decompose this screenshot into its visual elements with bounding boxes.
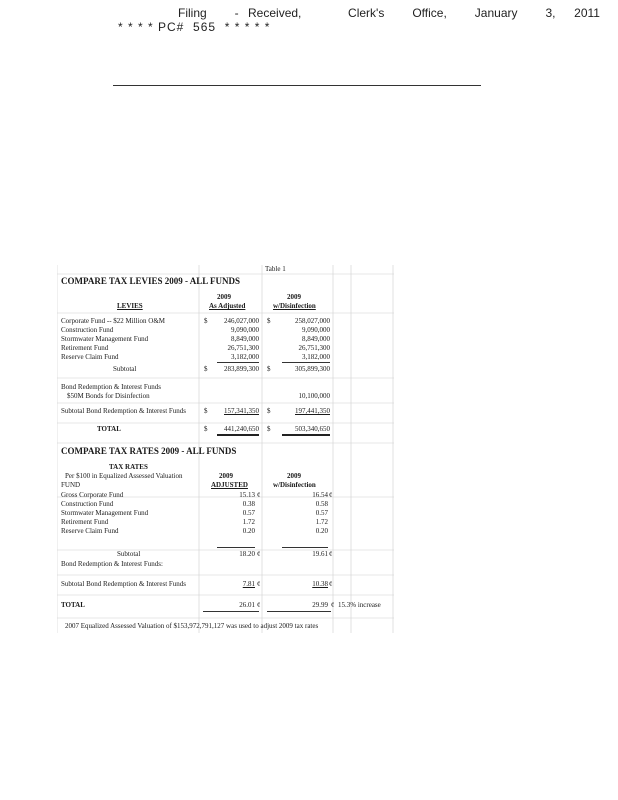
levy-total-currency-b: $ [267, 425, 271, 433]
rate-bond-subtotal-unit-b: ¢ [329, 580, 333, 588]
levy-bond-subtotal-currency-a: $ [204, 407, 208, 415]
rate-total-value-b: 29.99 [312, 601, 328, 609]
levy-bond-subtotal-currency-b: $ [267, 407, 271, 415]
bond-disinfection-label: $50M Bonds for Disinfection [67, 392, 150, 400]
rates-col-a-header: ADJUSTED [211, 481, 248, 489]
rate-row-label: Stormwater Management Fund [61, 509, 149, 517]
levies-title: COMPARE TAX LEVIES 2009 - ALL FUNDS [61, 276, 241, 286]
rate-row-value-a: 15.13 [239, 491, 255, 499]
levy-bond-subtotal-value-b: 197,441,350 [295, 407, 330, 415]
rate-bond-subtotal-value-b: 10.38 [312, 580, 328, 588]
subtotal-rule [217, 362, 259, 363]
rate-row-label: Construction Fund [61, 500, 114, 508]
rates-fund-label: FUND [61, 481, 81, 489]
levy-row-value-b: 9,090,000 [302, 326, 330, 334]
levy-total-value-b: 503,340,650 [282, 426, 330, 436]
levies-col-b-year: 2009 [287, 293, 301, 301]
rate-bond-heading: Bond Redemption & Interest Funds: [61, 560, 163, 568]
rate-row-value-a: 1.72 [242, 518, 255, 526]
levy-row-currency-b: $ [267, 317, 271, 325]
subtotal-rule [217, 547, 255, 548]
levy-subtotal-currency-b: $ [267, 365, 271, 373]
rates-title: COMPARE TAX RATES 2009 - ALL FUNDS [61, 446, 237, 456]
filing-header: Filing - Received, Clerk's Office, January 3, 2011 [178, 6, 600, 20]
rate-increase-note: 15.3% increase [338, 601, 381, 609]
header-rule [113, 85, 481, 86]
bond-redemption-heading: Bond Redemption & Interest Funds [61, 383, 161, 391]
subtotal-rule [282, 362, 330, 363]
rate-row-value-b: 0.57 [315, 509, 328, 517]
levy-row-value-a: 3,182,000 [231, 353, 259, 361]
rates-col-b-header: w/Disinfection [273, 481, 316, 489]
rate-subtotal-unit-b: ¢ [329, 550, 333, 558]
rate-row-value-b: 0.20 [315, 527, 328, 535]
levies-col-a-year: 2009 [217, 293, 231, 301]
rate-row-label: Reserve Claim Fund [61, 527, 119, 535]
levy-row-value-a: 246,027,000 [224, 317, 259, 325]
tax-comparison-table [57, 265, 394, 633]
rate-total-label: TOTAL [61, 601, 85, 609]
levy-row-label: Retirement Fund [61, 344, 109, 352]
total-rule [203, 611, 259, 612]
rate-row-value-a: 0.57 [242, 509, 255, 517]
rate-bond-subtotal-value-a: 7.81 [242, 580, 255, 588]
rates-heading: TAX RATES [109, 463, 148, 471]
rate-bond-subtotal-label: Subtotal Bond Redemption & Interest Funds [61, 580, 187, 588]
levies-col-label: LEVIES [117, 302, 143, 310]
rate-total-value-a: 26.01 [239, 601, 255, 609]
levy-row-label: Reserve Claim Fund [61, 353, 119, 361]
rates-col-b-year: 2009 [287, 472, 301, 480]
levy-subtotal-currency-a: $ [204, 365, 208, 373]
rate-row-value-a: 0.38 [242, 500, 255, 508]
rate-bond-subtotal-unit-a: ¢ [257, 580, 261, 588]
levy-row-value-b: 26,751,300 [298, 344, 330, 352]
levy-subtotal-label: Subtotal [113, 365, 137, 373]
levy-total-currency-a: $ [204, 425, 208, 433]
levy-total-value-a: 441,240,650 [217, 426, 259, 436]
pc-number: * * * * PC# 565 * * * * * [118, 20, 271, 34]
rate-row-unit-a: ¢ [257, 491, 261, 499]
rate-row-value-b: 1.72 [315, 518, 328, 526]
total-rule [267, 611, 331, 612]
table-label: Table 1 [265, 265, 286, 273]
levy-row-value-a: 8,849,000 [231, 335, 259, 343]
valuation-footnote: 2007 Equalized Assessed Valuation of $153,972,791,127 was used to adjust 2009 tax rates [65, 622, 319, 630]
rate-total-unit-b: ¢ [331, 601, 335, 609]
subtotal-rule [282, 547, 328, 548]
rates-basis: Per $100 in Equalized Assessed Valuation [65, 472, 183, 480]
rate-total-unit-a: ¢ [257, 601, 261, 609]
levy-row-currency-a: $ [204, 317, 208, 325]
rate-subtotal-unit-a: ¢ [257, 550, 261, 558]
levy-row-label: Construction Fund [61, 326, 114, 334]
levy-row-value-b: 258,027,000 [295, 317, 330, 325]
levy-subtotal-value-a: 283,899,300 [224, 365, 259, 373]
rate-row-label: Gross Corporate Fund [61, 491, 124, 499]
rate-row-label: Retirement Fund [61, 518, 109, 526]
rate-row-value-a: 0.20 [242, 527, 255, 535]
levies-col-a-header: As Adjusted [209, 302, 246, 310]
levy-row-value-a: 26,751,300 [227, 344, 259, 352]
rate-row-value-b: 0.58 [315, 500, 328, 508]
rate-row-value-b: 16.54 [312, 491, 328, 499]
levy-bond-subtotal-value-a: 157,341,350 [224, 407, 259, 415]
levy-subtotal-value-b: 305,899,300 [295, 365, 330, 373]
levy-total-label: TOTAL [97, 425, 121, 433]
levy-row-label: Stormwater Management Fund [61, 335, 149, 343]
rates-col-a-year: 2009 [219, 472, 233, 480]
levy-row-value-b: 8,849,000 [302, 335, 330, 343]
levy-row-value-b: 3,182,000 [302, 353, 330, 361]
rate-row-unit-b: ¢ [329, 491, 333, 499]
rate-subtotal-value-b: 19.61 [312, 550, 328, 558]
levy-bond-subtotal-label: Subtotal Bond Redemption & Interest Funds [61, 407, 187, 415]
levies-col-b-header: w/Disinfection [273, 302, 316, 310]
levy-row-value-a: 9,090,000 [231, 326, 259, 334]
rate-subtotal-value-a: 18.20 [239, 550, 255, 558]
bond-disinfection-value: 10,100,000 [298, 392, 330, 400]
rate-subtotal-label: Subtotal [117, 550, 141, 558]
levy-row-label: Corporate Fund -- $22 Million O&M [61, 317, 166, 325]
